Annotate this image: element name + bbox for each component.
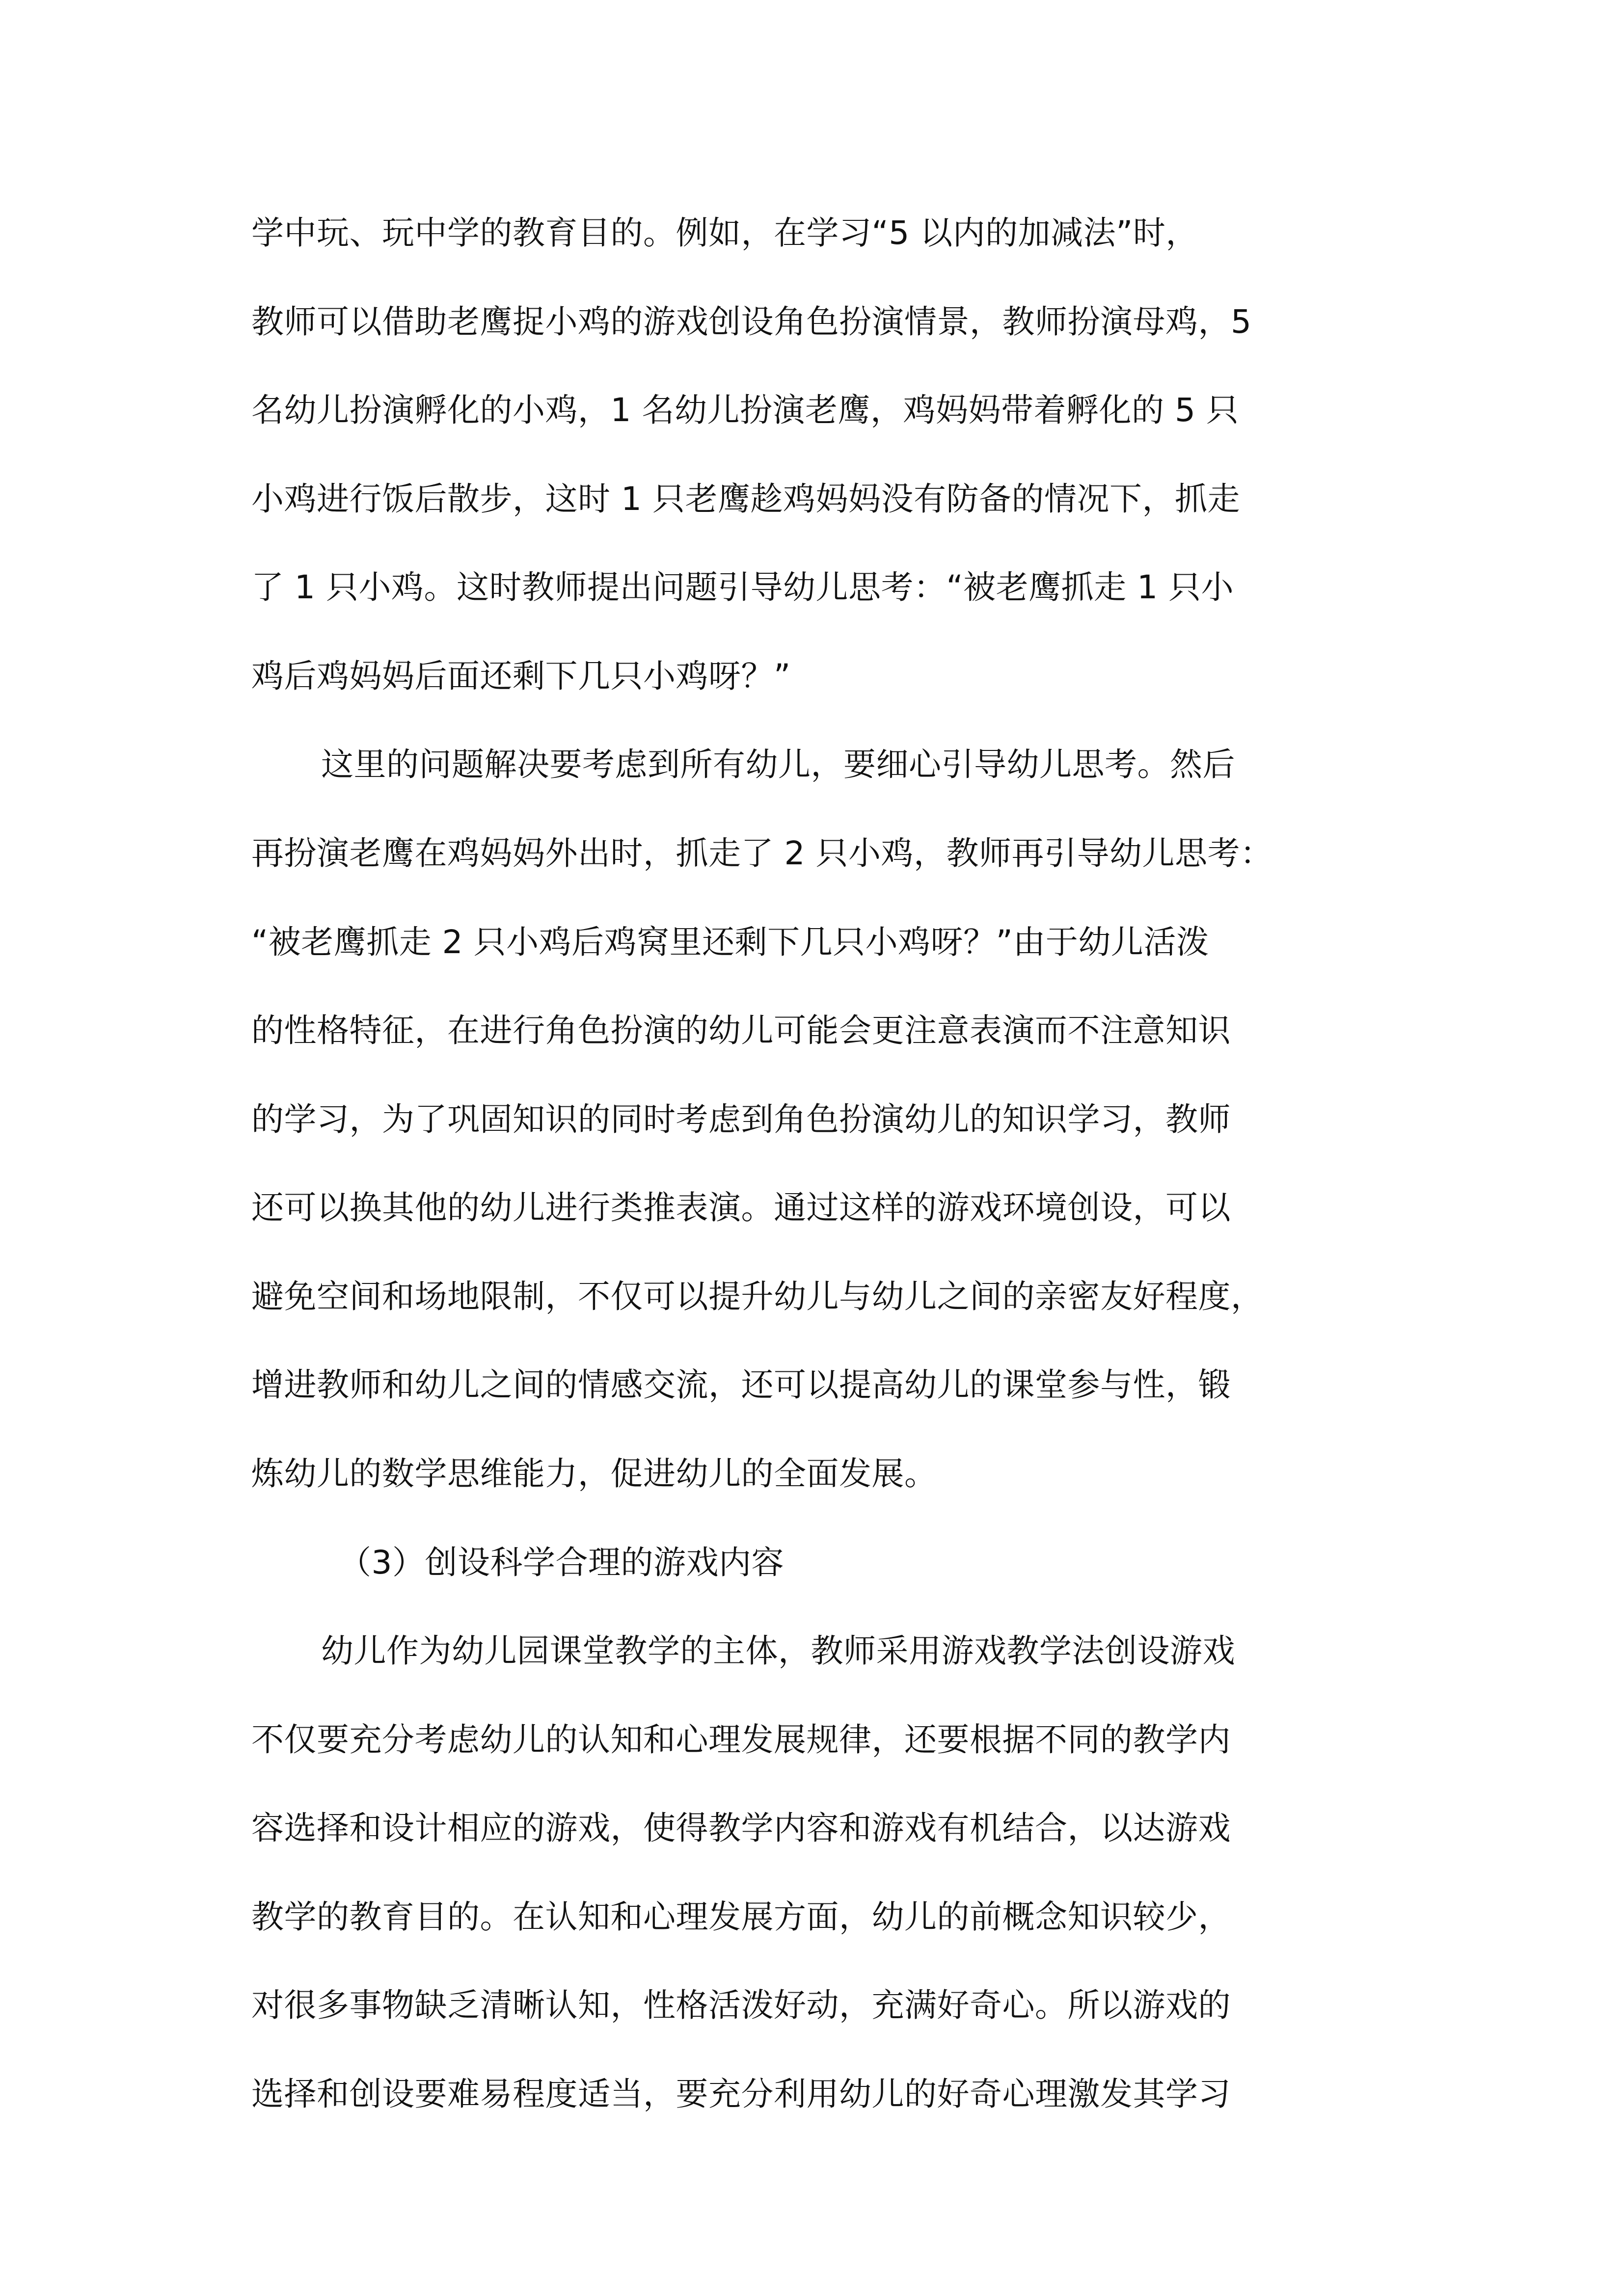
text-line: 学中玩、玩中学的教育目的。例如，在学习“5 以内的加减法”时， bbox=[251, 214, 1198, 252]
section-heading: （3）创设科学合理的游戏内容 bbox=[339, 1544, 784, 1581]
text-line: 炼幼儿的数学思维能力，促进幼儿的全面发展。 bbox=[251, 1455, 937, 1493]
text-line: 不仅要充分考虑幼儿的认知和心理发展规律，还要根据不同的教学内 bbox=[251, 1721, 1231, 1759]
text-line: 容选择和设计相应的游戏，使得教学内容和游戏有机结合，以达游戏 bbox=[251, 1809, 1231, 1847]
text-line: 对很多事物缺乏清晰认知，性格活泼好动，充满好奇心。所以游戏的 bbox=[251, 1986, 1231, 2024]
text-line: 幼儿作为幼儿园课堂教学的主体，教师采用游戏教学法创设游戏 bbox=[321, 1632, 1235, 1670]
text-line: 再扮演老鹰在鸡妈妈外出时，抓走了 2 只小鸡，教师再引导幼儿思考： bbox=[251, 834, 1273, 872]
text-line: 避免空间和场地限制，不仅可以提升幼儿与幼儿之间的亲密友好程度， bbox=[251, 1278, 1264, 1315]
text-line: “被老鹰抓走 2 只小鸡后鸡窝里还剩下几只小鸡呀？”由于幼儿活泼 bbox=[251, 923, 1209, 961]
text-line: 选择和创设要难易程度适当，要充分利用幼儿的好奇心理激发其学习 bbox=[251, 2075, 1231, 2113]
text-line: 鸡后鸡妈妈后面还剩下几只小鸡呀？” bbox=[251, 657, 791, 695]
text-line: 这里的问题解决要考虑到所有幼儿，要细心引导幼儿思考。然后 bbox=[321, 746, 1235, 783]
text-line: 还可以换其他的幼儿进行类推表演。通过这样的游戏环境创设，可以 bbox=[251, 1189, 1231, 1227]
text-line: 的学习，为了巩固知识的同时考虑到角色扮演幼儿的知识学习，教师 bbox=[251, 1100, 1231, 1138]
text-line: 增进教师和幼儿之间的情感交流，还可以提高幼儿的课堂参与性，锻 bbox=[251, 1366, 1231, 1404]
text-line: 小鸡进行饭后散步，这时 1 只老鹰趁鸡妈妈没有防备的情况下，抓走 bbox=[251, 480, 1240, 518]
text-line: 了 1 只小鸡。这时教师提出问题引导幼儿思考：“被老鹰抓走 1 只小 bbox=[251, 568, 1234, 606]
text-line: 教学的教育目的。在认知和心理发展方面，幼儿的前概念知识较少， bbox=[251, 1898, 1231, 1936]
text-line: 教师可以借助老鹰捉小鸡的游戏创设角色扮演情景，教师扮演母鸡，5 bbox=[251, 303, 1252, 341]
text-line: 名幼儿扮演孵化的小鸡，1 名幼儿扮演老鹰，鸡妈妈带着孵化的 5 只 bbox=[251, 391, 1239, 429]
text-line: 的性格特征，在进行角色扮演的幼儿可能会更注意表演而不注意知识 bbox=[251, 1012, 1231, 1049]
